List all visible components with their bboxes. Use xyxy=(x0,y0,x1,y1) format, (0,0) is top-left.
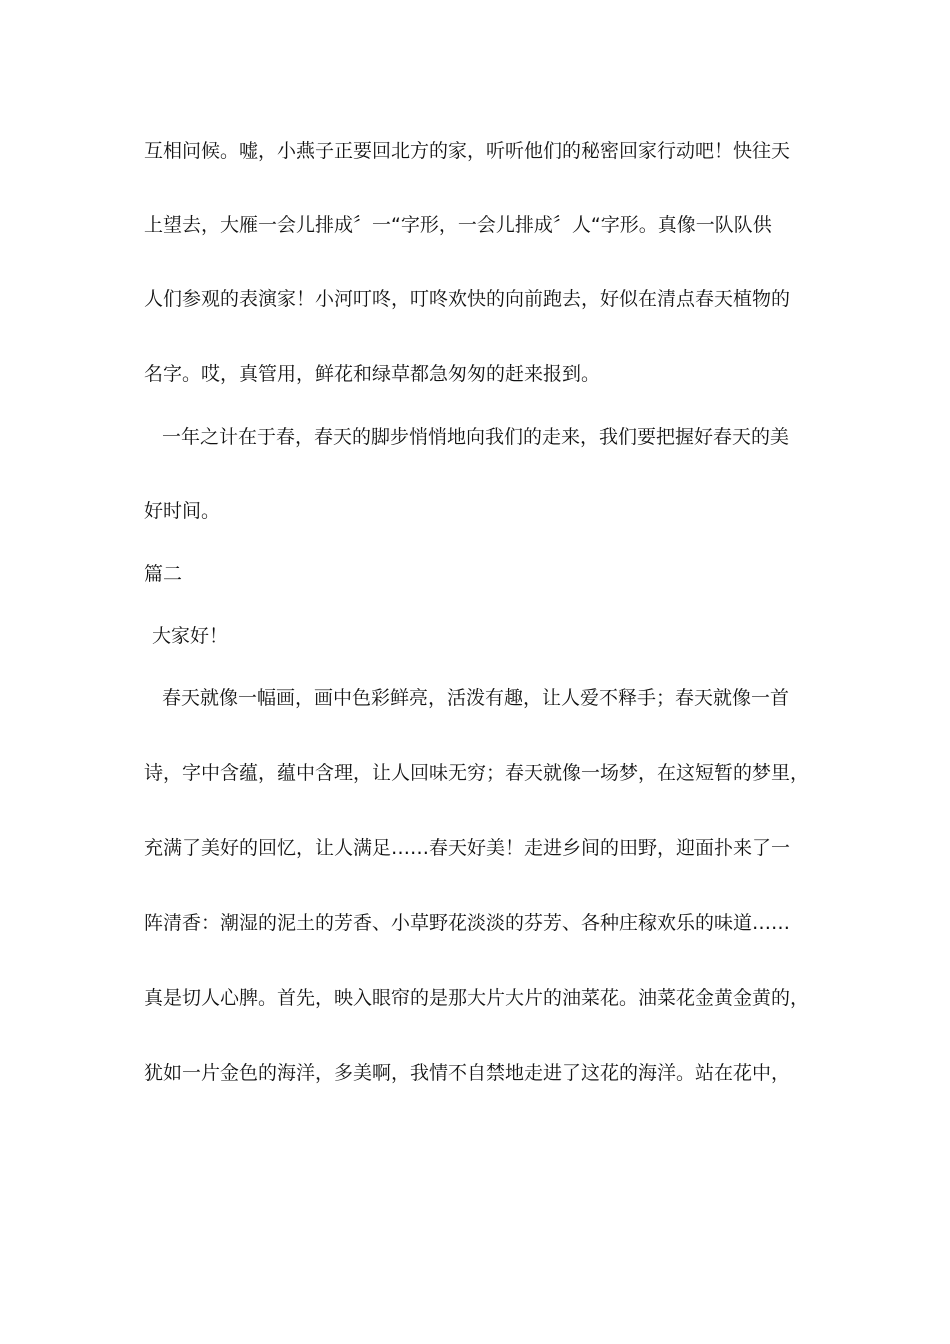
paragraph-3-line-6: 犹如一片金色的海洋，多美啊，我情不自禁地走进了这花的海洋。站在花中， xyxy=(144,1062,791,1084)
paragraph-3-line-3: 充满了美好的回忆，让人满足……春天好美！走进乡间的田野，迎面扑来了一 xyxy=(144,837,791,859)
greeting: 大家好！ xyxy=(152,625,229,647)
paragraph-1-line-1: 互相问候。嘘，小燕子正要回北方的家，听听他们的秘密回家行动吧！快往天 xyxy=(144,140,791,162)
paragraph-1-line-2: 上望去，大雁一会儿排成〞一“字形，一会儿排成〞人“字形。真像一队队供 xyxy=(144,214,772,236)
paragraph-2-line-1: 一年之计在于春，春天的脚步悄悄地向我们的走来，我们要把握好春天的美 xyxy=(162,426,790,448)
paragraph-1-line-4: 名字。哎，真管用，鲜花和绿草都急匆匆的赶来报到。 xyxy=(144,363,601,385)
paragraph-3-line-2: 诗，字中含蕴，蕴中含理，让人回味无穷；春天就像一场梦，在这短暂的梦里， xyxy=(144,762,810,784)
paragraph-3-line-5: 真是切人心脾。首先，映入眼帘的是那大片大片的油菜花。油菜花金黄金黄的， xyxy=(144,987,810,1009)
paragraph-3-line-1: 春天就像一幅画，画中色彩鲜亮，活泼有趣，让人爱不释手；春天就像一首 xyxy=(162,687,790,709)
paragraph-1-line-3: 人们参观的表演家！小河叮咚，叮咚欢快的向前跑去，好似在清点春天植物的 xyxy=(144,288,791,310)
paragraph-3-line-4: 阵清香：潮湿的泥土的芳香、小草野花淡淡的芬芳、各种庄稼欢乐的味道…… xyxy=(144,912,791,934)
section-title: 篇二 xyxy=(144,563,183,585)
paragraph-2-line-2: 好时间。 xyxy=(144,500,221,522)
